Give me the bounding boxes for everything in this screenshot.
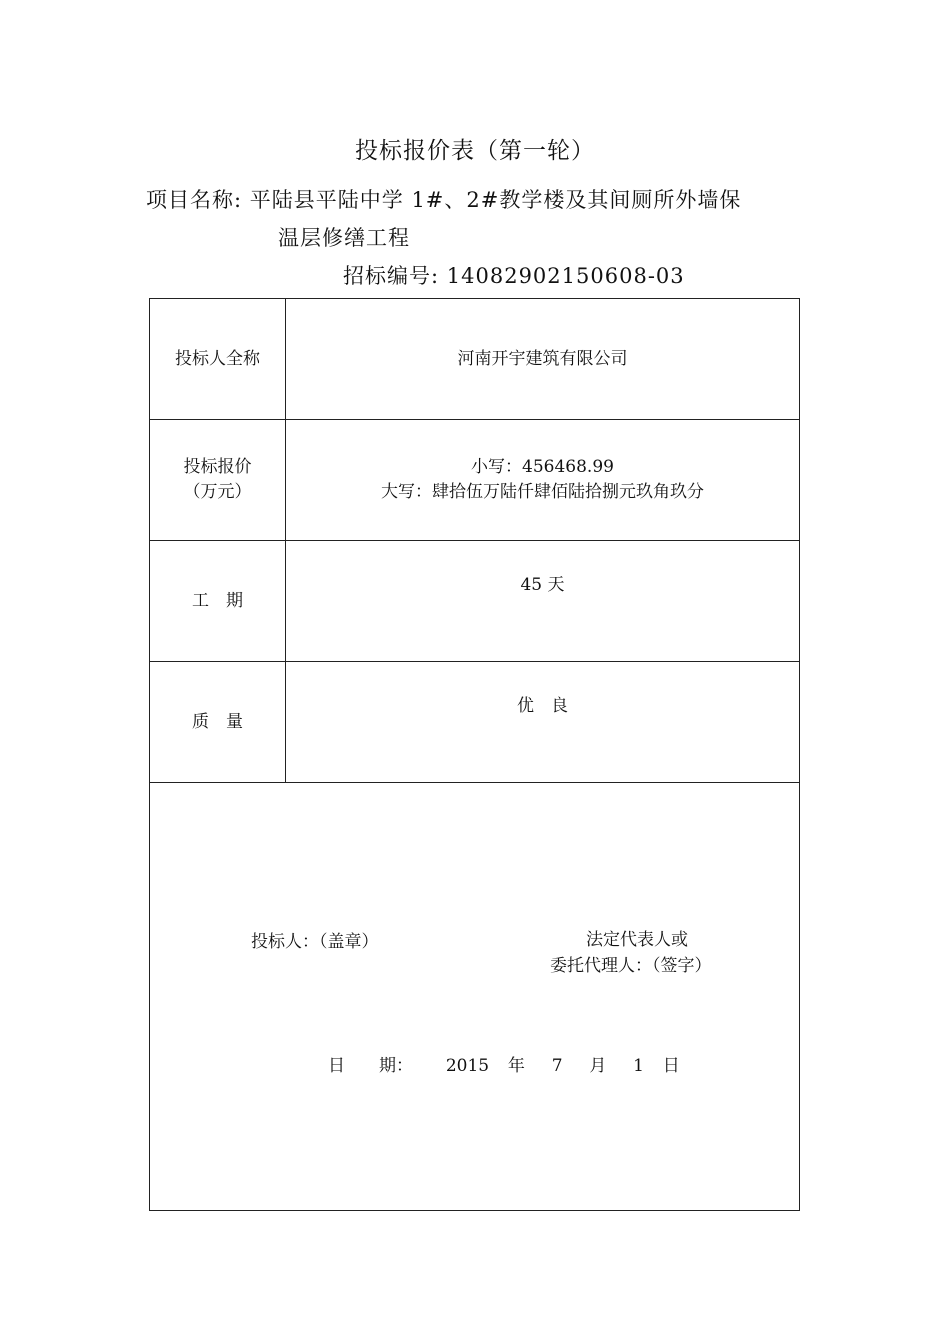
- bidder-value: 河南开宇建筑有限公司: [457, 348, 628, 369]
- table-row-quality: [150, 662, 799, 783]
- price-large: 大写：肆拾伍万陆仟肆佰陆拾捌元玖角玖分: [381, 482, 704, 502]
- signature-area: [150, 783, 799, 1210]
- date-label: 日 期：: [328, 1056, 413, 1076]
- price-label-line-2: （万元）: [183, 482, 252, 502]
- representative-line-2: 委托代理人：（签字）: [550, 956, 712, 976]
- representative-line-1: 法定代表人或: [586, 930, 688, 950]
- date-year: 2015: [445, 1056, 490, 1076]
- duration-value: 45 天: [520, 575, 565, 595]
- table-row-duration: [150, 541, 799, 662]
- bid-quote-table: [149, 298, 800, 1211]
- table-row-price: [150, 420, 799, 541]
- duration-label: 工 期: [150, 541, 286, 661]
- price-value: [286, 420, 799, 540]
- project-name-value: 平陆县平陆中学 1#、2#教学楼及其间厕所外墙保: [249, 188, 742, 212]
- bid-number: [343, 260, 685, 290]
- date-day: 1: [633, 1056, 644, 1076]
- table-row-bidder: [150, 299, 799, 420]
- project-name-line-1: [146, 184, 741, 214]
- date-year-unit: 年: [507, 1056, 525, 1076]
- quality-value: 优 良: [517, 696, 568, 716]
- bidder-seal: 投标人：（盖章）: [251, 932, 379, 952]
- bid-number-value: 14082902150608-03: [446, 264, 685, 288]
- representative-signature: [550, 927, 712, 979]
- date-month: 7: [551, 1056, 563, 1076]
- price-small: 小写：456468.99: [471, 457, 614, 477]
- page-title: 投标报价表（第一轮）: [355, 138, 595, 164]
- price-label-line-1: 投标报价: [183, 457, 252, 477]
- bidder-label: 投标人全称: [150, 299, 286, 419]
- date-line: [328, 1051, 680, 1076]
- date-day-unit: 日: [662, 1056, 680, 1076]
- bid-number-label: 招标编号:: [343, 264, 440, 288]
- project-name-label: 项目名称:: [146, 188, 243, 212]
- project-name-line-2: 温层修缮工程: [278, 226, 410, 250]
- price-label: [150, 420, 286, 540]
- quality-label: 质 量: [150, 662, 286, 782]
- date-month-unit: 月: [589, 1056, 607, 1076]
